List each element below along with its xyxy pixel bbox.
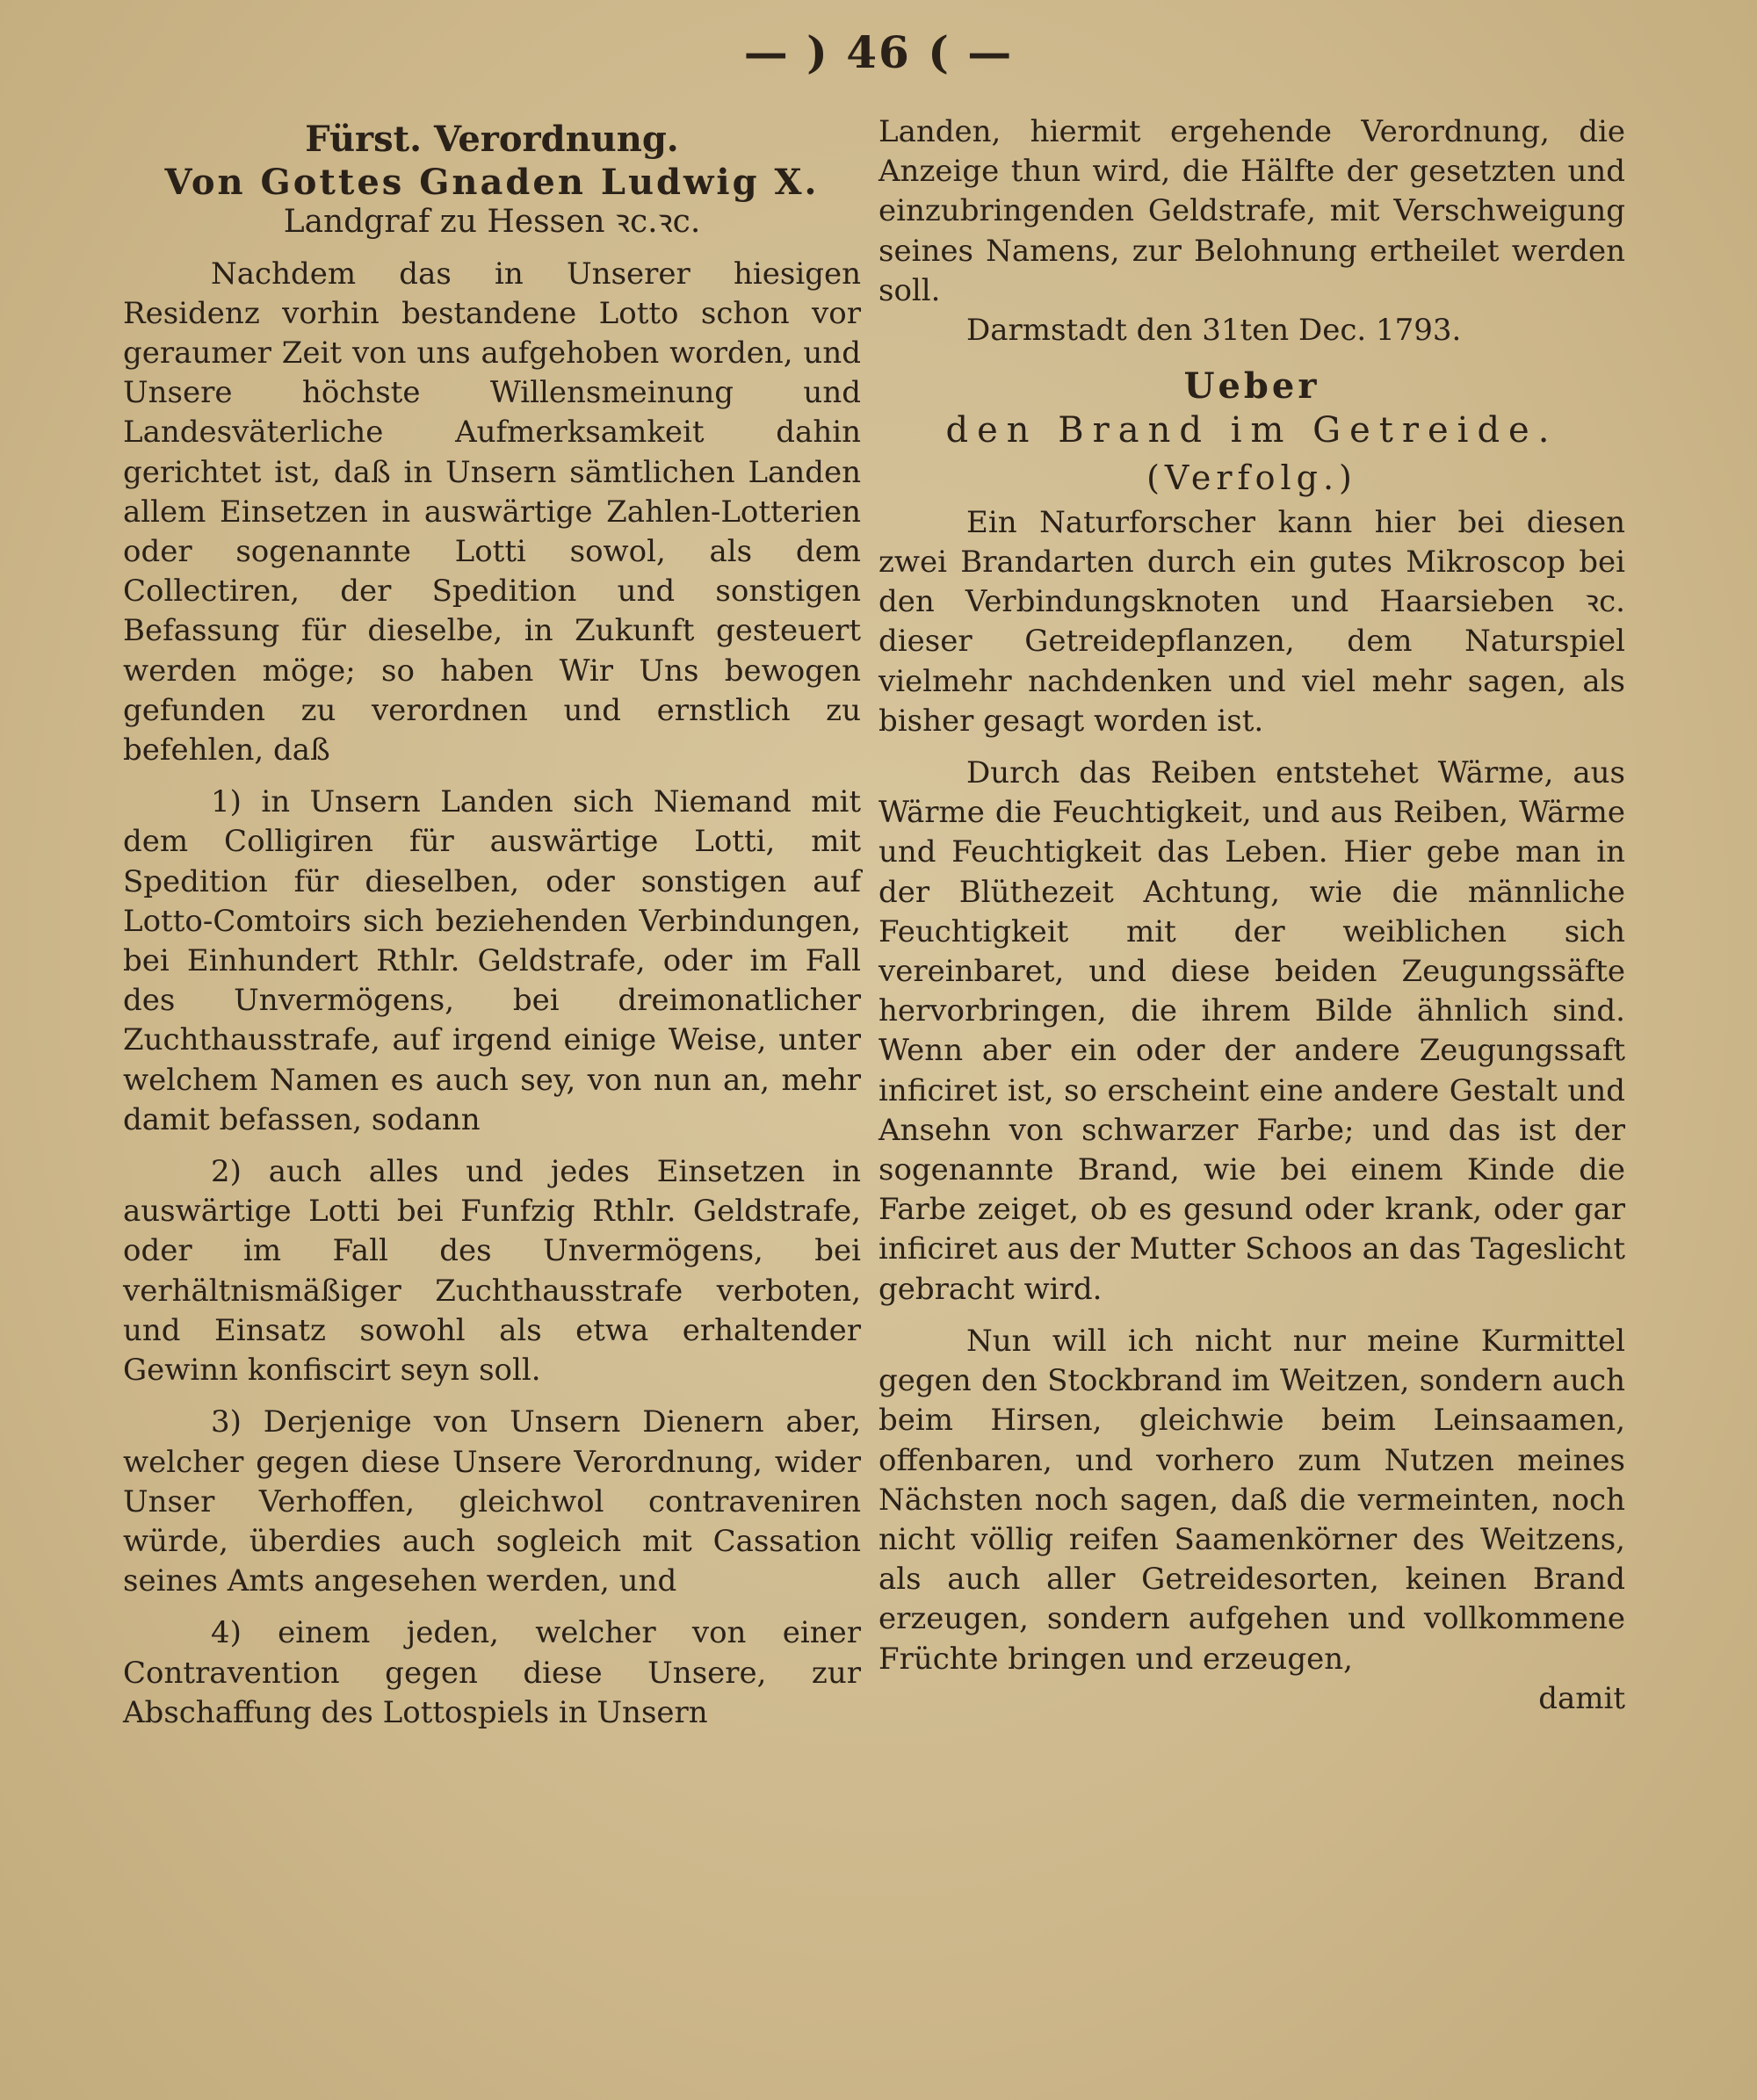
article-title: den Brand im Getreide.	[945, 410, 1558, 451]
article-continued-label: (Verfolg.)	[1146, 458, 1357, 497]
decree-date: Darmstadt den 31ten Dec. 1793.	[966, 313, 1462, 349]
article-paragraph-1: Ein Naturforscher kann hier bei diesen zwei Brandarten durch ein gutes Mikroscop bei den Verbindungsknoten und Haarsieben ꝛc. dieser Getreidepflanzen, dem Naturspiel vielmehr nachdenken und viel mehr sagen, als bisher gesagt worden ist.	[878, 504, 1625, 739]
left-column	[123, 114, 861, 1733]
decree-paragraph-intro: Nachdem das in Unserer hiesigen Residenz vorhin bestandene Lotto schon vor geraumer Zeit von uns aufgehoben worden, und Unsere höchste Willensmeinung und Landesväterliche Aufmerksamkeit dahin gerichtet ist, daß in Unsern sämtlichen Landen allem Einsetzen in auswärtige Zahlen-Lotterien oder sogenannte Lotti sowol, als dem Collectiren, der Spedition und sonstigen Befassung für dieselbe, in Zukunft gesteuert werden möge; so haben Wir Uns bewogen gefunden zu verordnen und ernstlich zu befehlen, daß	[123, 256, 861, 769]
decree-paragraph-2: 2) auch alles und jedes Einsetzen in auswärtige Lotti bei Funfzig Rthlr. Geldstrafe, oder im Fall des Unvermögens, bei verhältnismäßiger Zuchthausstrafe verboten, und Einsatz sowohl als etwa erhaltender Gewinn konfiscirt seyn soll.	[123, 1154, 861, 1389]
decree-byline-title: Landgraf zu Hessen ꝛc.ꝛc.	[283, 204, 701, 241]
article-paragraph-3: Nun will ich nicht nur meine Kurmittel gegen den Stockbrand im Weitzen, sondern auch beim Hirsen, gleichwie beim Leinsaamen, offenbaren, und vorhero zum Nutzen meines Nächsten noch sagen, daß die vermeinten, noch nicht völlig reifen Saamenkörner des Weitzens, als auch aller Getreidesorten, keinen Brand erzeugen, sondern aufgehen und vollkommene Früchte bringen und erzeugen,	[878, 1323, 1625, 1677]
right-column	[878, 112, 1625, 1719]
catchword: damit	[1538, 1680, 1625, 1716]
decree-paragraph-1: 1) in Unsern Landen sich Niemand mit dem Colligiren für auswärtige Lotti, mit Spedition für dieselben, oder sonstigen auf Lotto-Comtoirs sich beziehenden Verbindungen, bei Einhundert Rthlr. Geldstrafe, oder im Fall des Unvermögens, bei dreimonatlicher Zuchthausstrafe, auf irgend einige Weise, unter welchem Namen es auch sey, von nun an, mehr damit befassen, sodann	[123, 784, 861, 1137]
decree-paragraph-3: 3) Derjenige von Unsern Dienern aber, welcher gegen diese Unsere Verordnung, wider Unser Verhoffen, gleichwol contraveniren würde, überdies auch sogleich mit Cassation seines Amts angesehen werden, und	[123, 1404, 861, 1599]
decree-continuation: Landen, hiermit ergehende Verordnung, die Anzeige thun wird, die Hälfte der gesetzten und einzubringenden Geldstrafe, mit Verschweigung seines Namens, zur Belohnung ertheilet werden soll.	[878, 114, 1625, 308]
article-heading: Ueber	[1183, 365, 1320, 408]
page-number: — ) 46 ( —	[743, 26, 1014, 78]
decree-paragraph-4: 4) einem jeden, welcher von einer Contravention gegen diese Unsere, zur Abschaffung des Lottospiels in Unsern	[123, 1615, 861, 1730]
article-paragraph-2: Durch das Reiben entstehet Wärme, aus Wärme die Feuchtigkeit, und aus Reiben, Wärme und Feuchtigkeit das Leben. Hier gebe man in der Blüthezeit Achtung, wie die männliche Feuchtigkeit mit der weiblichen sich vereinbaret, und diese beiden Zeugungssäfte hervorbringen, die ihrem Bilde ähnlich sind. Wenn aber ein oder der andere Zeugungssaft inficiret ist, so erscheint eine andere Gestalt und Ansehn von schwarzer Farbe; und das ist der sogenannte Brand, wie bei einem Kinde die Farbe zeiget, ob es gesund oder krank, oder gar inficiret aus der Mutter Schoos an das Tageslicht gebracht wird.	[878, 755, 1625, 1307]
decree-title: Fürst. Verordnung.	[305, 119, 679, 160]
decree-byline: Von Gottes Gnaden Ludwig X.	[164, 162, 820, 204]
